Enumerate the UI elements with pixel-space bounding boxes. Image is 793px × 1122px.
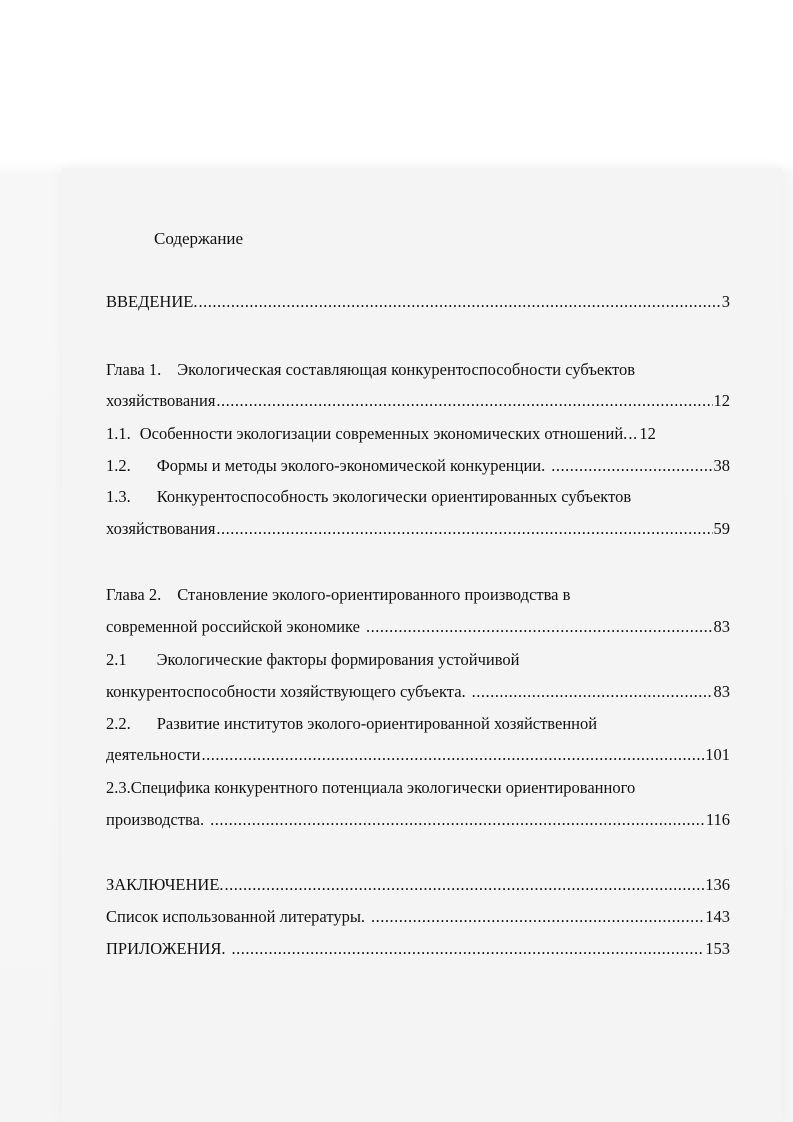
chapter-title: Становление эколого-ориентированного производства в xyxy=(177,585,571,604)
toc-entry-label: ПРИЛОЖЕНИЯ. xyxy=(106,939,226,958)
toc-section-2-2-cont[interactable] xyxy=(106,744,730,766)
chapter-title-cont: хозяйствования xyxy=(106,391,216,410)
toc-chapter-2-heading[interactable] xyxy=(106,584,730,606)
section-title: Экологические факторы формирования устойчивой xyxy=(156,650,520,669)
toc-section-2-1[interactable] xyxy=(106,649,730,671)
section-title-cont: хозяйствования xyxy=(106,519,216,538)
toc-entry-page: 153 xyxy=(705,939,730,958)
chapter-number: Глава 1. xyxy=(106,360,162,379)
section-title: Развитие институтов эколого-ориентированной хозяйственной xyxy=(156,714,598,733)
dot-leader xyxy=(366,616,713,638)
dot-leader xyxy=(210,809,705,831)
section-number: 1.1. xyxy=(106,424,131,443)
toc-entry-label: Список использованной литературы. xyxy=(106,907,366,926)
dot-leader xyxy=(232,938,705,960)
toc-entry-page: 12 xyxy=(639,424,656,443)
section-title-cont: конкурентоспособности хозяйствующего субъекта. xyxy=(106,682,466,701)
toc-section-1-3[interactable] xyxy=(106,486,730,508)
section-title: Специфика конкурентного потенциала экологически ориентированного xyxy=(130,778,636,797)
dot-leader xyxy=(201,744,704,766)
section-title-cont: производства. xyxy=(106,810,205,829)
toc-entry-label: ВВЕДЕНИЕ. xyxy=(106,292,198,311)
toc-entry-label: ЗАКЛЮЧЕНИЕ. xyxy=(106,875,224,894)
section-number: 1.3. xyxy=(106,487,131,506)
toc-entry-page: 116 xyxy=(705,810,730,829)
toc-section-1-1[interactable] xyxy=(106,423,730,445)
section-number: 2.2. xyxy=(106,714,131,733)
chapter-number: Глава 2. xyxy=(106,585,162,604)
toc-entry-page: 143 xyxy=(705,907,730,926)
dot-leader xyxy=(225,874,705,896)
toc-entry-conclusion[interactable] xyxy=(106,874,730,896)
section-title: Формы и методы эколого-экономической конкуренции. xyxy=(156,456,546,475)
toc-section-2-3[interactable] xyxy=(106,777,730,799)
section-number: 2.1 xyxy=(106,650,127,669)
chapter-title: Экологическая составляющая конкурентоспособности субъектов xyxy=(177,360,636,379)
toc-section-1-3-cont[interactable] xyxy=(106,518,730,540)
toc-entry-page: 101 xyxy=(705,745,730,764)
section-title-cont: деятельности xyxy=(106,745,201,764)
dot-leader xyxy=(472,681,713,703)
section-title: Особенности экологизации современных экономических отношений. xyxy=(139,424,628,443)
chapter-title-cont: современной российской экономике xyxy=(106,617,360,636)
toc-entry-page: 38 xyxy=(713,456,730,475)
dot-leader xyxy=(371,906,704,928)
toc-title: Содержание xyxy=(154,229,244,248)
dot-leader xyxy=(216,518,712,540)
toc-entry-appendices[interactable] xyxy=(106,938,730,960)
toc-section-1-2[interactable] xyxy=(106,455,730,477)
toc-entry-page: 136 xyxy=(705,875,730,894)
toc-chapter-1-heading[interactable] xyxy=(106,359,730,381)
section-title: Конкурентоспособность экологически ориентированных субъектов xyxy=(156,487,632,506)
toc-section-2-2[interactable] xyxy=(106,713,730,735)
dot-leader xyxy=(198,291,720,313)
toc-entry-page: 83 xyxy=(713,682,730,701)
toc-entry-page: 12 xyxy=(713,391,730,410)
toc-entry-introduction[interactable] xyxy=(106,291,730,313)
toc-entry-page: 59 xyxy=(713,519,730,538)
dot-leader xyxy=(551,455,712,477)
toc-entry-references[interactable] xyxy=(106,906,730,928)
toc-entry-page: 83 xyxy=(713,617,730,636)
toc-entry-page: 3 xyxy=(721,292,730,311)
dot-leader xyxy=(628,423,638,445)
toc-chapter-1-heading-cont[interactable] xyxy=(106,390,730,412)
toc-chapter-2-heading-cont[interactable] xyxy=(106,616,730,638)
toc-section-2-1-cont[interactable] xyxy=(106,681,730,703)
dot-leader xyxy=(216,390,712,412)
section-number: 1.2. xyxy=(106,456,131,475)
toc-section-2-3-cont[interactable] xyxy=(106,809,730,831)
section-number: 2.3. xyxy=(106,778,131,797)
